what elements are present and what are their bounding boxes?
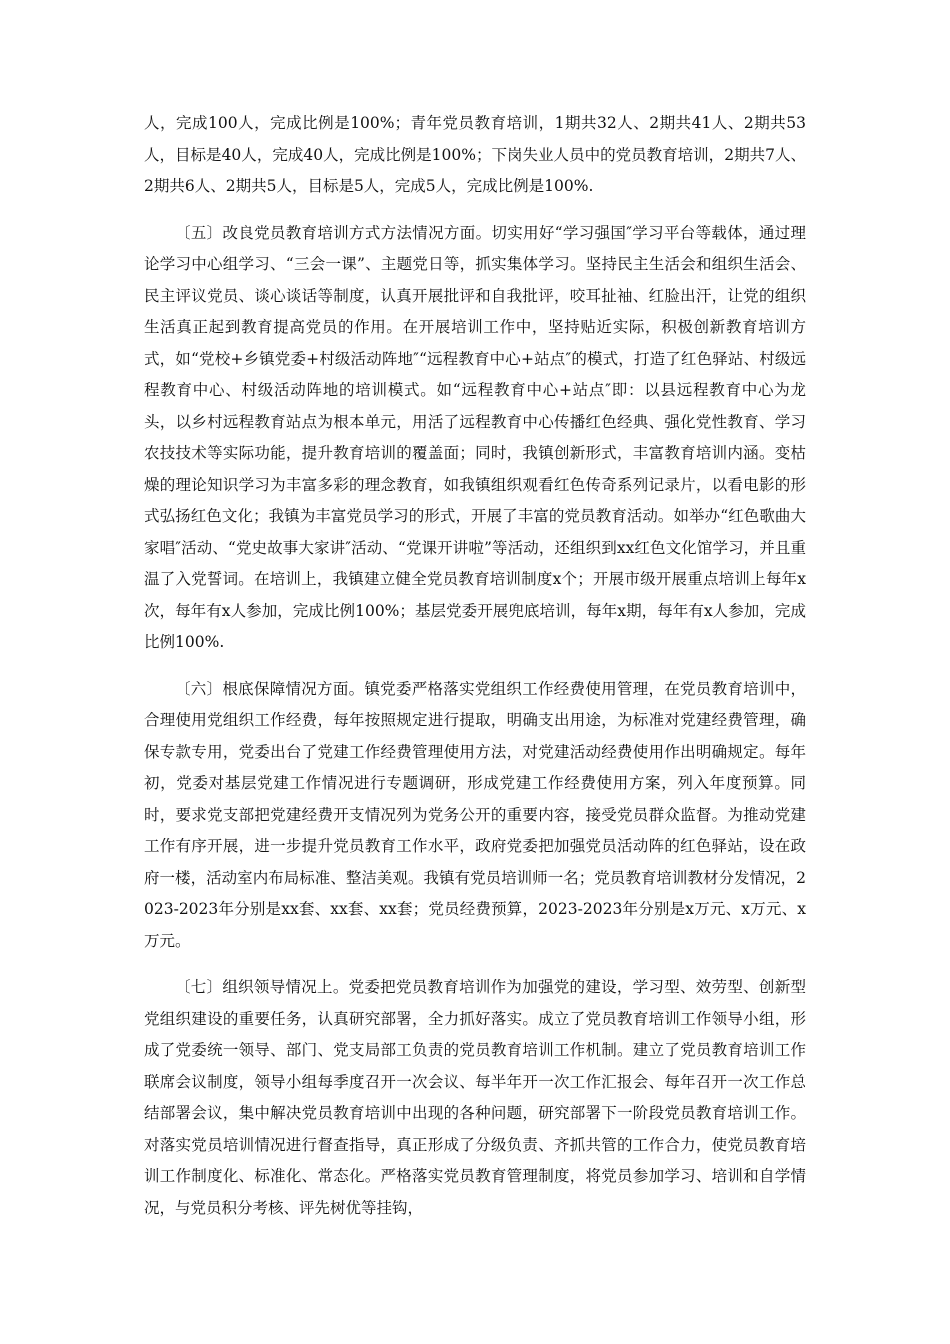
paragraph-continued: 人，完成100人，完成比例是100%；青年党员教育培训，1期共32人、2期共41人、2期共53人，目标是40人，完成40人，完成比例是100%；下岗失业人员中的党员教育培训，2期共7人、2期共6人、2期共5人，目标是5人，完成5人，完成比例是100%. [144,114,806,195]
document-page [144,108,806,1224]
paragraph-section-6: 〔六〕根底保障情况方面。镇党委严格落实党组织工作经费使用管理，在党员教育培训中，合理使用党组织工作经费，每年按照规定进行提取，明确支出用途，为标准对党建经费管理，确保专款专用，党委出台了党建工作经费管理使用方法，对党建活动经费使用作出明确规定。每年初，党委对基层党建工作情况进行专题调研，形成党建工作经费使用方案，列入年度预算。同时，要求党支部把党建经费开支情况列为党务公开的重要内容，接受党员群众监督。为推动党建工作有序开展，进一步提升党员教育工作水平，政府党委把加强党员活动阵的红色驿站，设在政府一楼，活动室内布局标准、整洁美观。我镇有党员培训师一名；党员教育培训教材分发情况，2023-2023年分别是xx套、xx套、xx套；党员经费预算，2023-2023年分别是x万元、x万元、x万元。 [144,679,806,950]
paragraph-section-7: 〔七〕组织领导情况上。党委把党员教育培训作为加强党的建设，学习型、效劳型、创新型党组织建设的重要任务，认真研究部署，全力抓好落实。成立了党员教育培训工作领导小组，形成了党委统一领导、部门、党支局部工负责的党员教育培训工作机制。建立了党员教育培训工作联席会议制度，领导小组每季度召开一次会议、每半年开一次工作汇报会、每年召开一次工作总结部署会议，集中解决党员教育培训中出现的各种问题，研究部署下一阶段党员教育培训工作。对落实党员培训情况进行督查指导，真正形成了分级负责、齐抓共管的工作合力，使党员教育培训工作制度化、标准化、常态化。严格落实党员教育管理制度，将党员参加学习、培训和自学情况，与党员积分考核、评先树优等挂钩， [144,978,806,1217]
paragraph-section-5: 〔五〕改良党员教育培训方式方法情况方面。切实用好“学习强国″学习平台等载体，通过理论学习中心组学习、“三会一课”、主题党日等，抓实集体学习。坚持民主生活会和组织生活会、民主评议党员、谈心谈话等制度，认真开展批评和自我批评，咬耳扯袖、红脸出汗，让党的组织生活真正起到教育提高党员的作用。在开展培训工作中，坚持贴近实际，积极创新教育培训方式，如“党校+乡镇党委+村级活动阵地″“远程教育中心+站点″的模式，打造了红色驿站、村级远程教育中心、村级活动阵地的培训模式。如“远程教育中心+站点″即：以县远程教育中心为龙头，以乡村远程教育站点为根本单元，用活了远程教育中心传播红色经典、强化党性教育、学习农技技术等实际功能，提升教育培训的覆盖面；同时，我镇创新形式，丰富教育培训内涵。变枯燥的理论知识学习为丰富多彩的理念教育，如我镇组织观看红色传奇系列记录片，以看电影的形式弘扬红色文化；我镇为丰富党员学习的形式，开展了丰富的党员教育活动。如举办“红色歌曲大家唱″活动、“党史故事大家讲″活动、“党课开讲啦”等活动，还组织到xx红色文化馆学习，并且重温了入党誓词。在培训上，我镇建立健全党员教育培训制度x个；开展市级开展重点培训上每年x次，每年有x人参加，完成比例100%；基层党委开展兜底培训，每年x期，每年有x人参加，完成比例100%. [144,223,806,651]
